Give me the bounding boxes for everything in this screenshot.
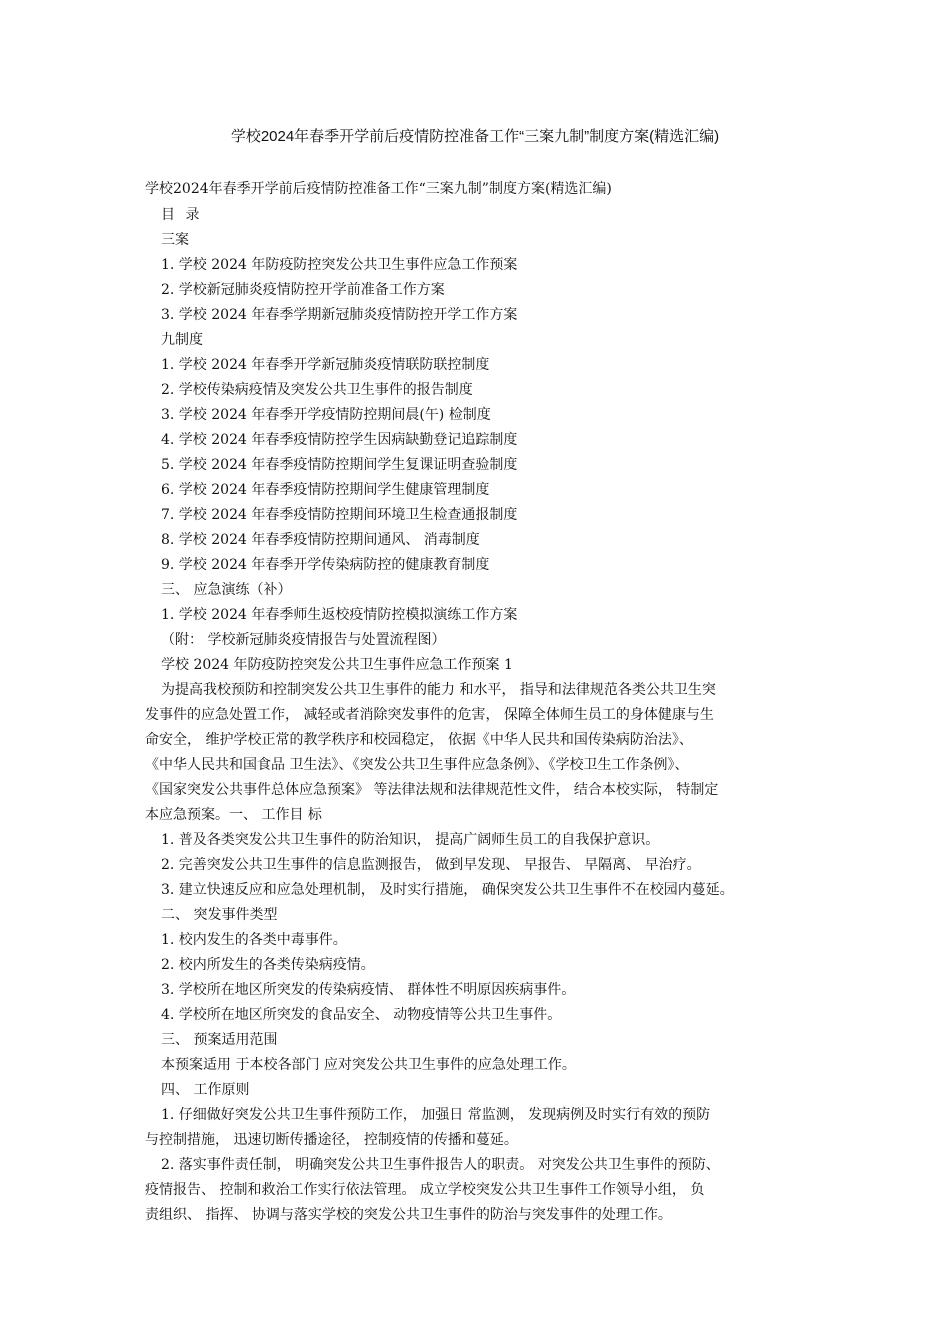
intro-line: 命安全， 维护学校正常的教学秩序和校园稳定， 依据《中华人民共和国传染病防治法》、: [145, 732, 693, 748]
document-title: 学校2024年春季开学前后疫情防控准备工作“三案九制”制度方案(精选汇编): [230, 128, 720, 145]
document-body: [145, 177, 835, 1228]
type-item: 2. 校内所发生的各类传染病疫情。: [161, 957, 375, 973]
principle-line: 2. 落实事件责任制， 明确突发公共卫生事件报告人的职责。 对突发公共卫生事件的预防、: [161, 1157, 720, 1173]
section-principles: 四、 工作原则: [161, 1082, 250, 1098]
drill-item: （附： 学校新冠肺炎疫情报告与处置流程图）: [161, 632, 446, 648]
toc-heading: 目 录: [161, 207, 203, 223]
type-item: 1. 校内发生的各类中毒事件。: [161, 932, 347, 948]
system-item: 4. 学校 2024 年春季疫情防控学生因病缺勤登记追踪制度: [161, 432, 518, 448]
plan-title: 学校 2024 年防疫防控突发公共卫生事件应急工作预案 1: [161, 657, 513, 673]
section-nine-systems: 九制度: [161, 332, 203, 348]
plan-item: 1. 学校 2024 年防疫防控突发公共卫生事件应急工作预案: [161, 257, 518, 273]
section-types: 二、 突发事件类型: [161, 907, 278, 923]
type-item: 3. 学校所在地区所突发的传染病疫情、 群体性不明原因疾病事件。: [161, 982, 576, 998]
plan-item: 2. 学校新冠肺炎疫情防控开学前准备工作方案: [161, 282, 445, 298]
principle-line: 与控制措施， 迅速切断传播途径， 控制疫情的传播和蔓延。: [145, 1132, 518, 1148]
section-drill: 三、 应急演练（补）: [161, 582, 292, 598]
intro-line: 发事件的应急处置工作， 减轻或者消除突发事件的危害， 保障全体师生员工的身体健康与生: [145, 707, 714, 723]
plan-item: 3. 学校 2024 年春季学期新冠肺炎疫情防控开学工作方案: [161, 307, 518, 323]
system-item: 5. 学校 2024 年春季疫情防控期间学生复课证明查验制度: [161, 457, 518, 473]
type-item: 4. 学校所在地区所突发的食品安全、 动物疫情等公共卫生事件。: [161, 1007, 562, 1023]
intro-line: 《中华人民共和国食品 卫生法》、《突发公共卫生事件应急条例》、《学校卫生工作条例》、: [145, 757, 689, 773]
intro-line: 《国家突发公共事件总体应急预案》 等法律法规和法律规范性文件， 结合本校实际， 特制定: [145, 782, 719, 798]
document-heading: 学校2024年春季开学前后疫情防控准备工作“三案九制”制度方案(精选汇编): [145, 181, 612, 197]
goal-item: 3. 建立快速反应和应急处理机制， 及时实行措施， 确保突发公共卫生事件不在校园内蔓延。: [161, 882, 734, 898]
system-item: 7. 学校 2024 年春季疫情防控期间环境卫生检查通报制度: [161, 507, 518, 523]
scope-text: 本预案适用 于本校各部门 应对突发公共卫生事件的应急处理工作。: [161, 1057, 576, 1073]
drill-item: 1. 学校 2024 年春季师生返校疫情防控模拟演练工作方案: [161, 607, 518, 623]
principle-line: 1. 仔细做好突发公共卫生事件预防工作， 加强日 常监测， 发现病例及时实行有效的预防: [161, 1107, 711, 1123]
system-item: 1. 学校 2024 年春季开学新冠肺炎疫情联防联控制度: [161, 357, 490, 373]
system-item: 3. 学校 2024 年春季开学疫情防控期间晨(午) 检制度: [161, 407, 491, 423]
system-item: 2. 学校传染病疫情及突发公共卫生事件的报告制度: [161, 382, 473, 398]
principle-line: 责组织、 指挥、 协调与落实学校的突发公共卫生事件的防治与突发事件的处理工作。: [145, 1207, 672, 1223]
intro-line: 为提高我校预防和控制突发公共卫生事件的能力 和水平， 指导和法律规范各类公共卫生突: [161, 682, 716, 698]
goal-item: 1. 普及各类突发公共卫生事件的防治知识， 提高广阔师生员工的自我保护意识。: [161, 832, 660, 848]
goal-item: 2. 完善突发公共卫生事件的信息监测报告， 做到早发现、 早报告、 早隔离、 早治疗。: [161, 857, 701, 873]
system-item: 9. 学校 2024 年春季开学传染病防控的健康教育制度: [161, 557, 490, 573]
principle-line: 疫情报告、 控制和救治工作实行依法管理。 成立学校突发公共卫生事件工作领导小组， 负: [145, 1182, 705, 1198]
system-item: 8. 学校 2024 年春季疫情防控期间通风、 消毒制度: [161, 532, 480, 548]
section-scope: 三、 预案适用范围: [161, 1032, 278, 1048]
intro-line: 本应急预案。一、 工作目 标: [145, 807, 322, 823]
system-item: 6. 学校 2024 年春季疫情防控期间学生健康管理制度: [161, 482, 490, 498]
section-three-plans: 三案: [161, 232, 189, 248]
